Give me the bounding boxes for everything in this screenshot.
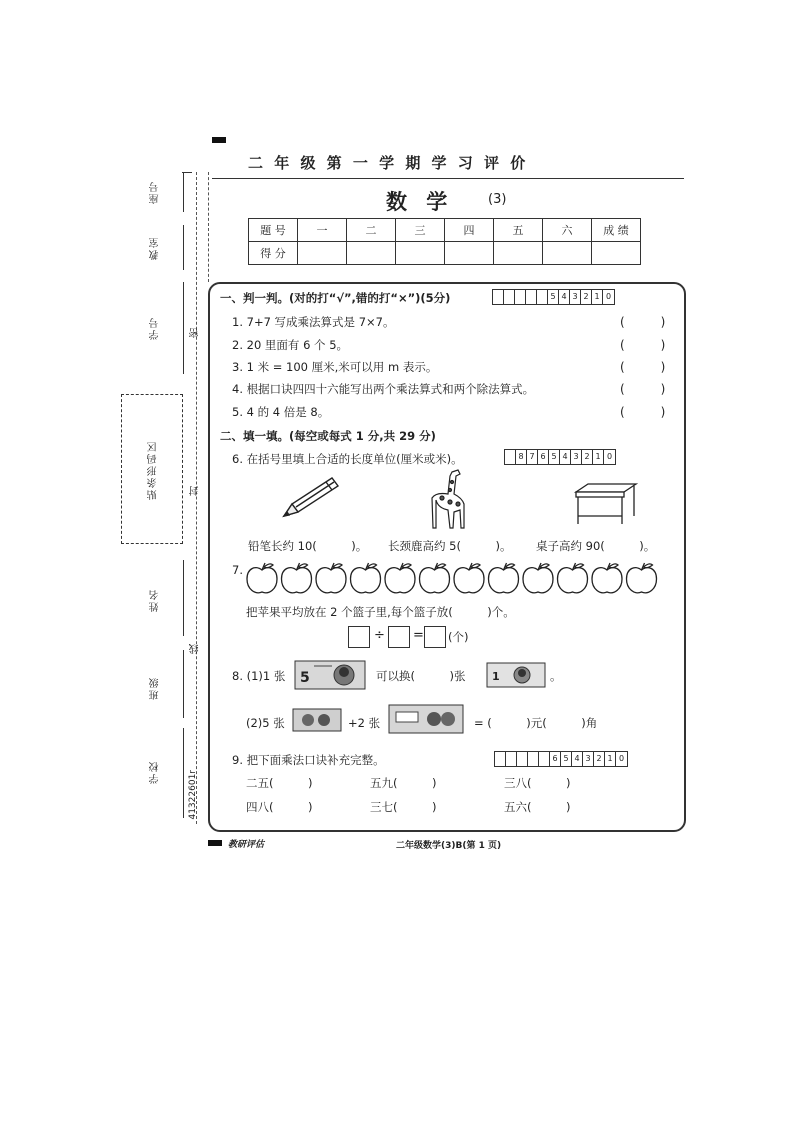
side-rule [183,282,184,374]
room-label: 教室 [150,236,161,260]
giraffe-icon [428,468,472,532]
score-strip-cell[interactable] [517,752,528,766]
answer-paren[interactable]: ( ) [620,315,666,329]
class-label: 班级 [150,676,161,700]
section2-heading: 二、填一填。(每空或每式 1 分,共 29 分) [220,429,436,443]
score-strip-cell[interactable]: 0 [605,292,612,301]
seal-mi: 密 [190,326,201,338]
footer-page: 二年级数学(3)B(第 1 页) [396,841,502,851]
score-strip-cell[interactable] [504,290,515,304]
score-strip-cell[interactable] [528,752,539,766]
score-strip-cell[interactable] [515,290,526,304]
apple-icon [489,563,519,593]
header-rule [212,178,684,179]
score-strip-cell[interactable]: 4 [560,450,571,464]
score-strip-cell[interactable]: 0 [606,452,613,461]
score-strip-cell[interactable]: 4 [559,290,570,304]
question-8-2-end: = ( )元( )角 [474,716,598,730]
apple-row [246,562,658,596]
score-header-2: 二 [347,219,396,242]
score-strip-cell[interactable] [505,450,516,464]
quotient-box[interactable] [424,626,446,648]
score-strip-cell[interactable] [526,290,537,304]
score-strip-cell[interactable] [537,290,548,304]
section1-heading: 一、判一判。(对的打“√”,错的打“×”)(5分) [220,291,451,305]
score-strip-cell[interactable]: 5 [561,752,572,766]
judge-item-4: 4. 根据口诀四四十六能写出两个乘法算式和两个除法算式。 [232,382,535,396]
banknote-jiao-icon [292,708,342,732]
score-cell[interactable] [543,242,592,265]
divisor-box[interactable] [388,626,410,648]
student-id-label: 学号 [150,316,161,340]
score-strip-cell[interactable]: 8 [516,450,527,464]
answer-paren[interactable]: ( ) [620,360,666,374]
barcode-area-label: 贴条形码区 [148,440,159,500]
score-cell[interactable] [592,242,641,265]
apple-icon [351,563,381,593]
unit-label: (个) [448,630,469,644]
answer-paren[interactable]: ( ) [620,405,666,419]
score-strip-cell[interactable]: 1 [605,752,616,766]
score-strip-cell[interactable]: 3 [570,290,581,304]
svg-text:5: 5 [300,670,310,686]
score-cell[interactable] [396,242,445,265]
exam-subtitle: 二 年 级 第 一 学 期 学 习 评 价 [248,154,529,172]
score-table [248,218,641,265]
apple-icon [420,563,450,593]
name-label: 姓名 [150,588,161,612]
footer-marker [208,840,222,846]
giraffe-question: 长颈鹿高约 5( )。 [388,539,512,553]
multiplication-rhyme[interactable]: 五六( ) [504,800,571,814]
answer-paren[interactable]: ( ) [620,338,666,352]
question-6: 6. 在括号里填上合适的长度单位(厘米或米)。 [232,452,463,466]
side-rule [183,650,184,718]
seat-label: 座号 [150,180,161,204]
apple-icon [592,563,622,593]
paper-number: (3) [488,192,507,207]
score-header-3: 三 [396,219,445,242]
exam-title: 数 学 [386,190,454,214]
multiplication-rhyme[interactable]: 五九( ) [370,776,437,790]
score-header-5: 五 [494,219,543,242]
question-8-1-end: 。 [550,669,562,683]
banknote-two-jiao-icon [388,704,464,734]
score-header-1: 一 [298,219,347,242]
question-9: 9. 把下面乘法口诀补充完整。 [232,753,385,767]
score-strip-cell[interactable]: 5 [548,290,559,304]
score-cell[interactable] [445,242,494,265]
apple-icon [247,563,277,593]
score-strip-cell[interactable]: 2 [581,290,592,304]
side-rule [183,225,184,270]
score-strip-cell[interactable]: 2 [582,450,593,464]
side-rule [183,172,184,212]
seal-feng: 封 [190,484,201,496]
side-rule [183,728,184,818]
table-question: 桌子高约 90( )。 [536,539,656,553]
multiplication-rhyme[interactable]: 二五( ) [246,776,313,790]
multiplication-rhyme[interactable]: 四八( ) [246,800,313,814]
score-cell[interactable] [347,242,396,265]
score-strip-cell[interactable]: 6 [550,752,561,766]
judge-item-3: 3. 1 米 = 100 厘米,米可以用 m 表示。 [232,360,438,374]
question-7-number: 7. [232,563,243,577]
judge-item-2: 2. 20 里面有 6 个 5。 [232,338,349,352]
score-header-6: 六 [543,219,592,242]
question-8-1-mid: 可以换( )张 [376,669,466,683]
score-header-label: 题 号 [249,219,298,242]
answer-paren[interactable]: ( ) [620,382,666,396]
apple-icon [282,563,312,593]
banknote-one-yuan-icon [486,662,546,688]
score-strip-cell[interactable]: 0 [618,754,625,763]
side-rule [183,560,184,636]
score-strip-cell[interactable]: 5 [549,450,560,464]
question-8-2-mid: +2 张 [348,716,381,730]
score-strip-cell[interactable] [506,752,517,766]
score-strip-cell[interactable]: 1 [592,290,603,304]
equals-sign: = [413,628,424,643]
score-strip-cell[interactable]: 4 [572,752,583,766]
footer-publisher: 教研评估 [228,840,265,850]
svg-text:1: 1 [492,670,500,683]
score-strip-cell[interactable]: 3 [571,450,582,464]
score-header-4: 四 [445,219,494,242]
score-strip-cell[interactable]: 3 [583,752,594,766]
score-cell[interactable] [298,242,347,265]
question-8-2-start: (2)5 张 [246,716,285,730]
banknote-five-yuan-icon [294,660,366,690]
score-strip-cell[interactable] [539,752,550,766]
judge-item-1: 1. 7+7 写成乘法算式是 7×7。 [232,315,395,329]
divide-sign: ÷ [374,628,385,643]
multiplication-rhyme[interactable]: 三八( ) [504,776,571,790]
seal-xian: 线 [190,642,201,654]
pencil-icon [280,474,342,520]
score-header-total: 成 绩 [592,219,641,242]
judge-item-5: 5. 4 的 4 倍是 8。 [232,405,330,419]
apple-icon [316,563,346,593]
q6-score-strip [504,449,616,465]
q9-score-strip [494,751,628,767]
apple-icon [385,563,415,593]
dividend-box[interactable] [348,626,370,648]
question-7-text: 把苹果平均放在 2 个篮子里,每个篮子放( )个。 [246,605,515,619]
score-strip-cell[interactable] [495,752,506,766]
corner-marker [212,137,226,143]
table-icon [574,482,638,530]
score-strip-cell[interactable] [493,290,504,304]
seal-line [208,172,209,282]
school-label: 学校 [150,760,161,784]
score-strip-cell[interactable]: 6 [538,450,549,464]
score-row-label: 得 分 [249,242,298,265]
section1-score-strip [492,289,615,305]
multiplication-rhyme[interactable]: 三七( ) [370,800,437,814]
question-8-1-start: 8. (1)1 张 [232,669,286,683]
seal-line [196,172,197,824]
exam-code: 41322601r [188,770,198,820]
pencil-question: 铅笔长约 10( )。 [248,539,368,553]
score-strip-cell[interactable]: 7 [527,450,538,464]
apple-icon [454,563,484,593]
apple-icon [627,563,657,593]
apple-icon [558,563,588,593]
score-cell[interactable] [494,242,543,265]
score-strip-cell[interactable]: 2 [594,752,605,766]
score-strip-cell[interactable]: 1 [593,450,604,464]
apple-icon [523,563,553,593]
